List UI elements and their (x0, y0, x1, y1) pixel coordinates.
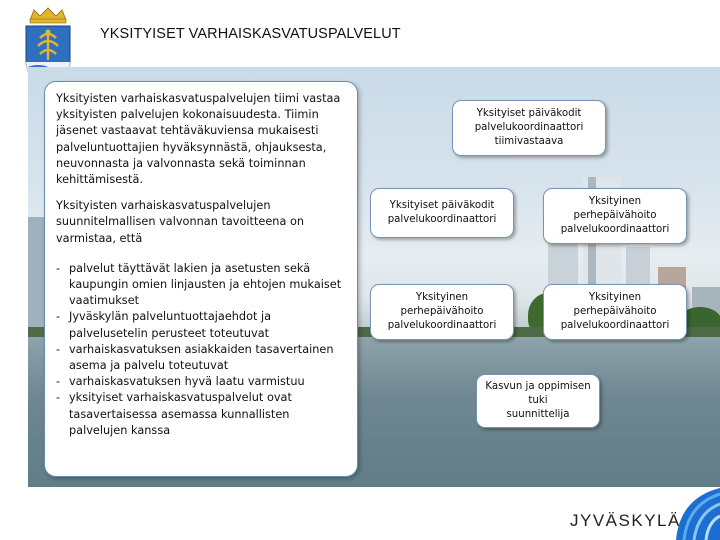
org-box-family-care-coordinator-3 (543, 284, 687, 340)
box-line: perhepäivähoito (400, 306, 484, 317)
box-line: tiimivastaava (494, 136, 564, 147)
org-box-daycare-coordinator (370, 188, 514, 238)
box-line: Yksityinen (588, 196, 642, 207)
box-line: tuki (528, 395, 548, 406)
swoosh-icon (672, 488, 720, 540)
org-box-planner (476, 374, 600, 428)
box-line: Yksityinen (588, 292, 642, 303)
box-line: palvelukoordinaattori (560, 224, 670, 235)
org-box-family-care-coordinator (543, 188, 687, 244)
list-item: - varhaiskasvatuksen hyvä laatu varmistuu (56, 374, 347, 390)
team-description: Yksityisten varhaiskasvatuspalvelujen tiimi vastaa yksityisten palvelujen kokonaisuudesta. Tiimin jäsenet vastaavat tehtäväkuviensa mukaisesti palveluntuottajien hyväksynnästä, ohjauksesta, neuvonnasta ja valvonnasta sekä toiminnan kehittämisestä. (56, 92, 341, 187)
list-item: - Jyväskylän palveluntuottajaehdot ja palvelusetelin perusteet toteutuvat (56, 309, 347, 341)
list-item: - palvelut täyttävät lakien ja asetusten sekä kaupungin omien linjausten ja ehtojen mukaiset vaatimukset (56, 261, 347, 310)
box-line: suunnittelija (506, 409, 570, 420)
org-box-team-lead (452, 100, 606, 156)
list-item: - yksityiset varhaiskasvatuspalvelut ovat tasavertaisessa asemassa kunnallisten palvelujen kanssa (56, 390, 347, 439)
box-line: Kasvun ja oppimisen (485, 381, 591, 392)
supervision-goal: Yksityisten varhaiskasvatuspalvelujen suunnitelmallisen valvonnan tavoitteena on varmistaa, että (56, 199, 305, 245)
description-panel (44, 81, 358, 477)
goal-list (56, 261, 347, 439)
box-line: Yksityiset päiväkodit (389, 200, 495, 211)
list-item: - varhaiskasvatuksen asiakkaiden tasavertainen asema ja palvelu toteutuvat (56, 342, 347, 374)
box-line: palvelukoordinaattori (474, 122, 584, 133)
box-line: Yksityiset päiväkodit (476, 108, 582, 119)
org-box-family-care-coordinator-2 (370, 284, 514, 340)
box-line: palvelukoordinaattori (387, 320, 497, 331)
box-line: palvelukoordinaattori (387, 214, 497, 225)
box-line: perhepäivähoito (573, 210, 657, 221)
box-line: perhepäivähoito (573, 306, 657, 317)
box-line: palvelukoordinaattori (560, 320, 670, 331)
slide-title: YKSITYISET VARHAISKASVATUSPALVELUT (100, 26, 401, 42)
city-logo-text: JYVÄSKYLÄ (570, 511, 681, 530)
box-line: Yksityinen (415, 292, 469, 303)
